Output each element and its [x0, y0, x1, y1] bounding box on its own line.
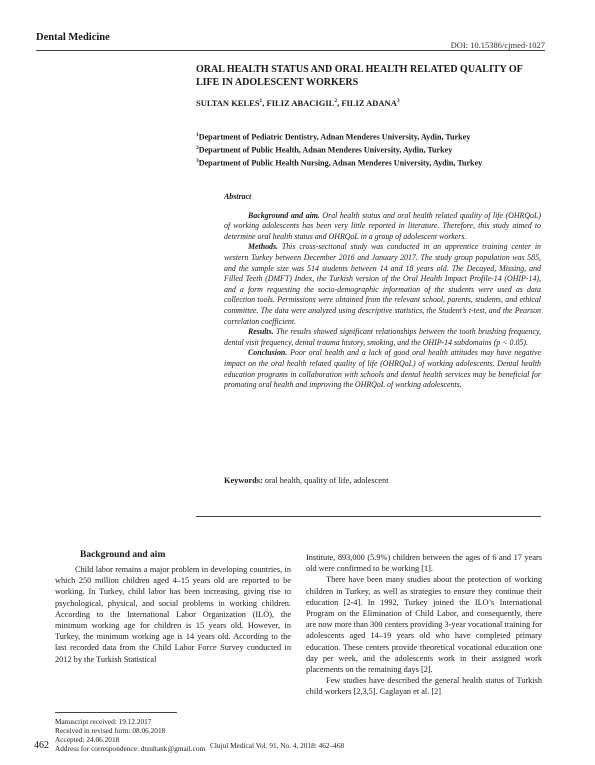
body-paragraph: There have been many studies about the protection of working children in Turkey, as well as strategies to ensure they continue their education [2-4]. In 1992, Turkey joined the ILO’s International Program on the Elimination of Child Labor, and consequently, there are now more than 300 centers providing 3-year vocational training for adolescents aged 14–19 years old who have completed primary education. These centers provide theoretical vocational education one day per week, and the adolescents work in their assigned work placements on the remaining days [2].	[306, 575, 542, 675]
affiliation	[196, 156, 541, 169]
abstract-divider	[196, 516, 541, 517]
journal-citation: Clujul Medical Vol. 91, No. 4, 2018: 462–468	[210, 741, 345, 750]
affiliation-marker: 2	[196, 145, 199, 152]
footnote-divider	[55, 712, 177, 713]
affiliation-text: Department of Public Health, Adnan Menderes University, Aydin, Turkey	[198, 145, 453, 155]
revised-date: Received in revised form: 08.06.2018	[55, 725, 166, 735]
journal-section-label: Dental Medicine	[36, 32, 110, 43]
correspondence-address: Address for correspondence: dtsultank@gmail.com	[55, 743, 206, 753]
header-divider	[36, 50, 545, 51]
affiliation-list	[196, 130, 541, 170]
body-column-left	[55, 564, 291, 665]
abstract-background-label: Background and aim.	[248, 210, 320, 220]
received-date: Manuscript received: 19.12.2017	[55, 717, 152, 726]
author-name: FILIZ ABACIGIL	[266, 98, 335, 108]
affiliation	[196, 130, 541, 143]
author-list: SULTAN KELES$^1$, FILIZ ABACIGIL$^2$, FILIZ ADANA$^3$	[196, 98, 400, 108]
keywords	[224, 476, 389, 485]
affiliation-marker: 3	[196, 158, 199, 165]
accepted-date: Accepted: 24.06.2018	[55, 734, 120, 744]
abstract-heading: Abstract	[224, 192, 252, 201]
author-affiliation-marker: 1	[259, 98, 263, 105]
body-paragraph: Few studies have described the general health status of Turkish child workers [2,3,5]. Caglayan et al. [2]	[306, 676, 542, 697]
abstract-conclusion-text: Poor oral health and a lack of good oral health attitudes may have negative impact on the oral health related quality of life (OHRQoL) of working adolescents. Dental health education programs in collaboration with schools and dental health services may be beneficial for promoting oral health and improving the OHRQoL of working adolescents.	[224, 348, 541, 390]
abstract-methods-label: Methods.	[248, 242, 279, 252]
author-name: SULTAN KELES	[196, 98, 260, 108]
abstract-conclusion-label: Conclusion.	[248, 348, 288, 358]
abstract-conclusion	[224, 348, 541, 390]
author-affiliation-marker: 3	[396, 98, 400, 105]
abstract	[224, 192, 541, 391]
body-paragraph: Institute, 893,000 (5.9%) children between the ages of 6 and 17 years old were confirmed to be working [1].	[306, 553, 542, 574]
affiliation-marker: 1	[196, 132, 199, 138]
abstract-background	[224, 211, 541, 243]
abstract-results-label: Results.	[248, 327, 274, 337]
abstract-results	[224, 327, 541, 348]
section-title: Background and aim	[80, 550, 166, 560]
body-column-right	[306, 552, 542, 698]
abstract-methods	[224, 242, 541, 327]
page-number: 462	[34, 740, 49, 751]
affiliation-text: Department of Public Health Nursing, Adnan Menderes University, Aydin, Turkey	[198, 159, 483, 169]
abstract-results-text: The results showed significant relationships between the tooth brushing frequency, dental visit frequency, dental trauma history, smoking, and the OHIP-14 subdomains (p < 0.05).	[224, 327, 541, 347]
body-paragraph: Child labor remains a major problem in developing countries, in which 250 million children aged 4–15 years old are reported to be working. In Turkey, child labor has been increasing, giving rise to psychological, physical, and social problems in working children. According to the International Labor Organization (ILO), the minimum working age for children is 15 years old. However, in Turkey, the minimum working age is 14 years old. According to the last recorded data from the Child Labor Force Survey conducted in 2012 by the Turkish Statistical	[55, 565, 291, 664]
abstract-background-text: Oral health status and oral health related quality of life (OHRQoL) of working adolescents has been very little reported in literature. Therefore, this study aimed to determine oral health status and OHRQoL in a group of adolescent workers.	[224, 210, 542, 241]
article-title: ORAL HEALTH STATUS AND ORAL HEALTH RELATED QUALITY OF LIFE IN ADOLESCENT WORKERS	[196, 64, 523, 88]
affiliation	[196, 143, 541, 156]
author-name: FILIZ ADANA	[341, 98, 397, 108]
keywords-label: Keywords:	[224, 476, 263, 485]
keywords-text: oral health, quality of life, adolescent	[262, 476, 389, 485]
abstract-methods-text: This cross-sectional study was conducted in an apprentice training center in western Turkey between December 2016 and January 2017. The study group population was 585, and the sample size was 514 students between 14 and 18 years old. The Decayed, Missing, and Filled Teeth (DMFT) Index, the Turkish version of the Oral Health Impact Profile-14 (OHIP-14), and a form requesting the socio-demographic information of the students were used as data collection tools. Permissions were obtained from the relevant school, parents, students, and ethical committee. The data were analyzed using descriptive statistics, the Student’s t-test, and the Pearson correlation coefficient.	[224, 242, 541, 326]
author-affiliation-marker: 2	[334, 98, 338, 105]
doi-label: DOI: 10.15386/cjmed-1027	[450, 40, 545, 50]
affiliation-text: Department of Pediatric Dentistry, Adnan Menderes University, Aydin, Turkey	[198, 132, 471, 142]
